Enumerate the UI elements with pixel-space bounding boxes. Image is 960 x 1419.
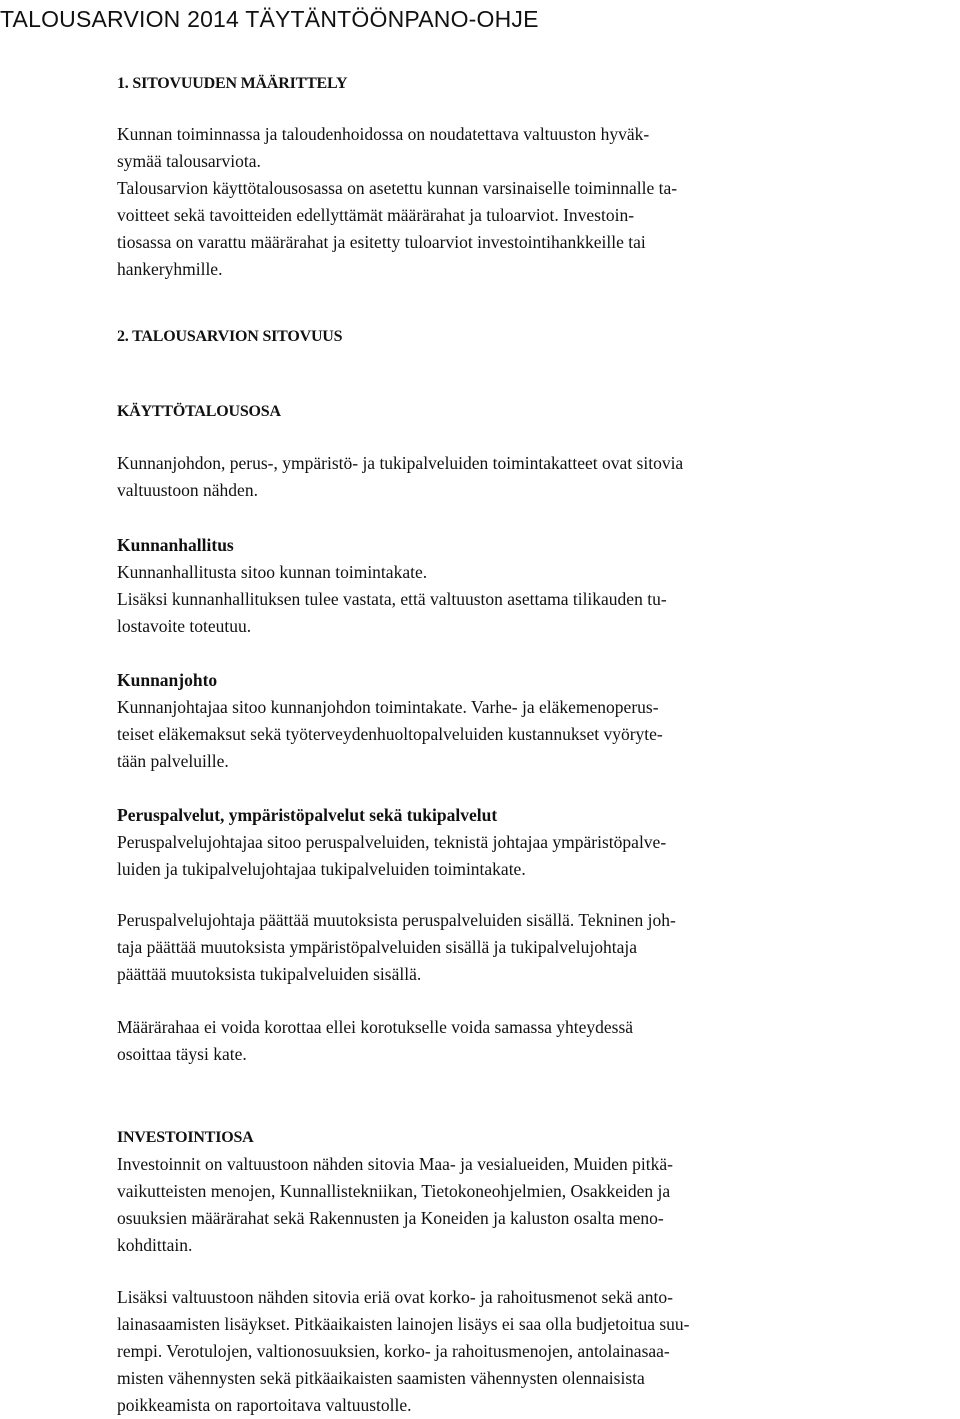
text-line: Kunnanhallitusta sitoo kunnan toimintakate. (117, 562, 428, 582)
text-line: Talousarvion käyttötalousosassa on asetettu kunnan varsinaiselle toiminnalle ta- (117, 178, 678, 198)
text-line: tiosassa on varattu määrärahat ja esitetty tuloarviot investointihankkeille tai (117, 232, 646, 252)
text-line: Peruspalvelujohtajaa sitoo peruspalveluiden, teknistä johtajaa ympäristöpalve- (117, 832, 667, 852)
peruspalvelut-title: Peruspalvelut, ympäristöpalvelut sekä tukipalvelut (117, 805, 498, 825)
peruspalvelut-block (117, 802, 953, 883)
text-line: lostavoite toteutuu. (117, 616, 252, 636)
peruspalvelut-paragraph-3 (117, 1014, 953, 1068)
investointiosa-paragraph-2 (117, 1284, 953, 1419)
text-line: rempi. Verotulojen, valtionosuuksien, korko- ja rahoitusmenojen, antolainasaa- (117, 1341, 670, 1361)
text-line: päättää muutoksista tukipalveluiden sisällä. (117, 964, 422, 984)
kunnanjohto-block (117, 667, 953, 775)
kayttotalousosa-heading: KÄYTTÖTALOUSOSA (117, 403, 281, 420)
text-line: valtuustoon nähden. (117, 480, 258, 500)
text-line: luiden ja tukipalvelujohtajaa tukipalveluiden toimintakate. (117, 859, 526, 879)
text-line: Kunnanjohtajaa sitoo kunnanjohdon toimintakate. Varhe- ja eläkemenoperus- (117, 697, 659, 717)
text-line: hankeryhmille. (117, 259, 223, 279)
text-line: misten vähennysten sekä pitkäaikaisten saamisten vähennysten olennaisista (117, 1368, 645, 1388)
text-line: taja päättää muutoksista ympäristöpalveluiden sisällä ja tukipalvelujohtaja (117, 937, 637, 957)
kunnanhallitus-title: Kunnanhallitus (117, 535, 234, 555)
investointiosa-block (117, 1124, 953, 1259)
text-line: Investoinnit on valtuustoon nähden sitovia Maa- ja vesialueiden, Muiden pitkä- (117, 1154, 673, 1174)
text-line: vaikutteisten menojen, Kunnallistekniikan, Tietokoneohjelmien, Osakkeiden ja (117, 1181, 671, 1201)
peruspalvelut-paragraph-2 (117, 907, 953, 988)
text-line: osuuksien määrärahat sekä Rakennusten ja Koneiden ja kaluston osalta meno- (117, 1208, 664, 1228)
section-2-heading: 2. TALOUSARVION SITOVUUS (117, 328, 343, 345)
text-line: voitteet sekä tavoitteiden edellyttämät määrärahat ja tuloarviot. Investoin- (117, 205, 635, 225)
text-line: Lisäksi valtuustoon nähden sitovia eriä ovat korko- ja rahoitusmenot sekä anto- (117, 1287, 673, 1307)
text-line: Määrärahaa ei voida korottaa ellei korotukselle voida samassa yhteydessä (117, 1017, 634, 1037)
text-line: Kunnan toiminnassa ja taloudenhoidossa on noudatettava valtuuston hyväk- (117, 124, 650, 144)
text-line: lainasaamisten lisäykset. Pitkäaikaisten lainojen lisäys ei saa olla budjetoitua suu- (117, 1314, 690, 1334)
document-title: TALOUSARVION 2014 TÄYTÄNTÖÖNPANO-OHJE (0, 6, 539, 32)
text-line: Kunnanjohdon, perus-, ympäristö- ja tukipalveluiden toimintakatteet ovat sitovia (117, 453, 684, 473)
text-line: Peruspalvelujohtaja päättää muutoksista peruspalveluiden sisällä. Tekninen joh- (117, 910, 676, 930)
text-line: kohdittain. (117, 1235, 193, 1255)
section-1-paragraph (117, 121, 953, 283)
section-2-intro (117, 450, 953, 504)
text-line: symää talousarviota. (117, 151, 261, 171)
text-line: poikkeamista on raportoitava valtuustolle. (117, 1395, 412, 1415)
text-line: teiset eläkemaksut sekä työterveydenhuoltopalveluiden kustannukset vyöryte- (117, 724, 663, 744)
section-1-heading: 1. SITOVUUDEN MÄÄRITTELY (117, 75, 348, 92)
text-line: osoittaa täysi kate. (117, 1044, 247, 1064)
kunnanhallitus-block (117, 532, 953, 640)
text-line: Lisäksi kunnanhallituksen tulee vastata, että valtuuston asettama tilikauden tu- (117, 589, 667, 609)
investointiosa-title: INVESTOINTIOSA (117, 1129, 254, 1146)
text-line: tään palveluille. (117, 751, 229, 771)
kunnanjohto-title: Kunnanjohto (117, 670, 218, 690)
